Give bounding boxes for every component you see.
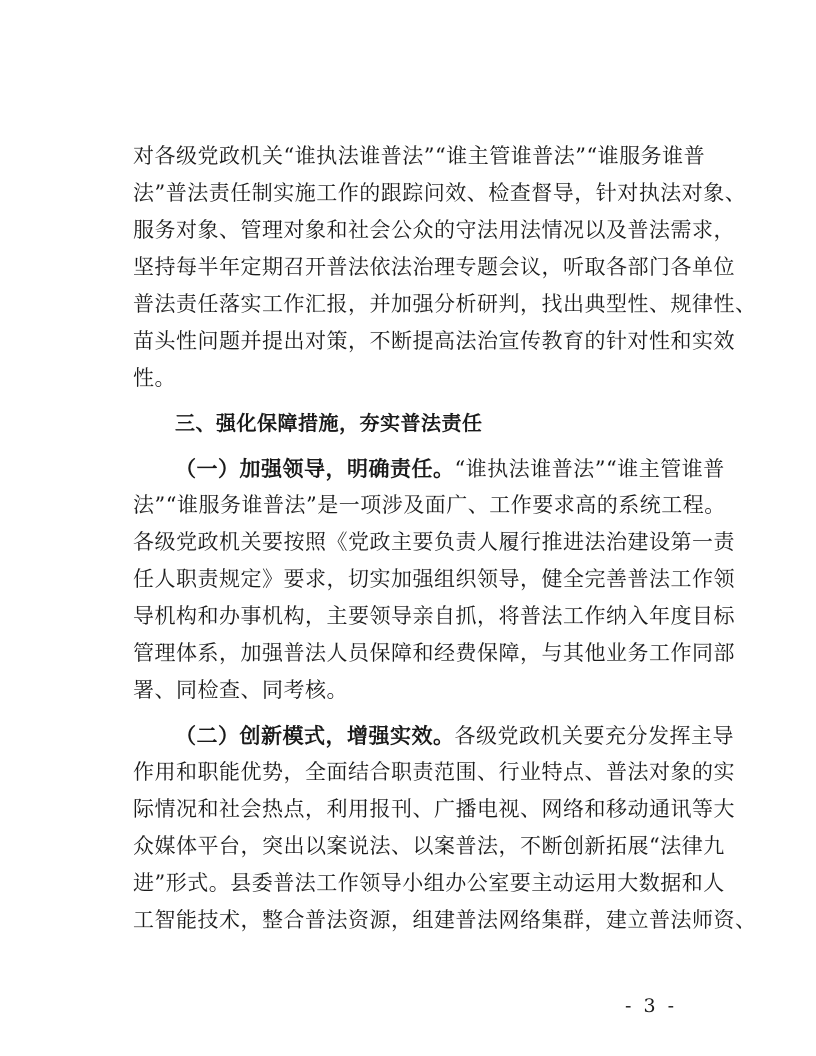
paragraph-lead: （一）加强领导，明确责任。	[175, 456, 455, 481]
text-line: 法”“谁服务谁普法”是一项涉及面广、工作要求高的系统工程。	[133, 493, 726, 517]
text-line: 进”形式。县委普法工作领导小组办公室要主动运用大数据和人	[133, 871, 725, 895]
paragraph-3	[133, 717, 757, 939]
text-line: 任人职责规定》要求，切实加强组织领导，健全完善普法工作领	[133, 567, 735, 591]
text-line: 服务对象、管理对象和社会公众的守法用法情况以及普法需求，	[133, 218, 735, 242]
paragraph-lead: （二）创新模式，增强实效。	[175, 723, 455, 748]
section-heading: 三、强化保障措施，夯实普法责任	[175, 411, 483, 435]
text-line: 际情况和社会热点，利用报刊、广播电视、网络和移动通讯等大	[133, 797, 735, 821]
text-line: 苗头性问题并提出对策，不断提高法治宣传教育的针对性和实效	[133, 329, 735, 353]
paragraph-2	[133, 450, 735, 709]
text-line	[133, 717, 734, 754]
paragraph-text: “谁执法谁普法”“谁主管谁普	[454, 457, 725, 481]
text-line: 工智能技术，整合普法资源，组建普法网络集群，建立普法师资、	[133, 908, 757, 932]
document-body	[133, 138, 757, 939]
text-line: 性。	[133, 366, 176, 390]
text-line: 普法责任落实工作汇报，并加强分析研判，找出典型性、规律性、	[133, 292, 757, 316]
text-line: 对各级党政机关“谁执法谁普法”“谁主管谁普法”“谁服务谁普	[133, 144, 706, 168]
text-line: 署、同检查、同考核。	[133, 678, 348, 702]
text-line	[133, 450, 725, 487]
paragraph-1	[133, 138, 757, 397]
text-line: 众媒体平台，突出以案说法、以案普法，不断创新拓展“法律九	[133, 834, 725, 858]
paragraph-text: 各级党政机关要充分发挥主导	[454, 724, 734, 748]
page-number: - 3 -	[625, 995, 678, 1017]
text-line: 作用和职能优势，全面结合职责范围、行业特点、普法对象的实	[133, 760, 735, 784]
text-line: 管理体系，加强普法人员保障和经费保障，与其他业务工作同部	[133, 641, 735, 665]
text-line: 坚持每半年定期召开普法依法治理专题会议，听取各部门各单位	[133, 255, 735, 279]
text-line: 各级党政机关要按照《党政主要负责人履行推进法治建设第一责	[133, 530, 735, 554]
text-line: 导机构和办事机构，主要领导亲自抓，将普法工作纳入年度目标	[133, 604, 735, 628]
text-line: 法”普法责任制实施工作的跟踪问效、检查督导，针对执法对象、	[133, 181, 747, 205]
